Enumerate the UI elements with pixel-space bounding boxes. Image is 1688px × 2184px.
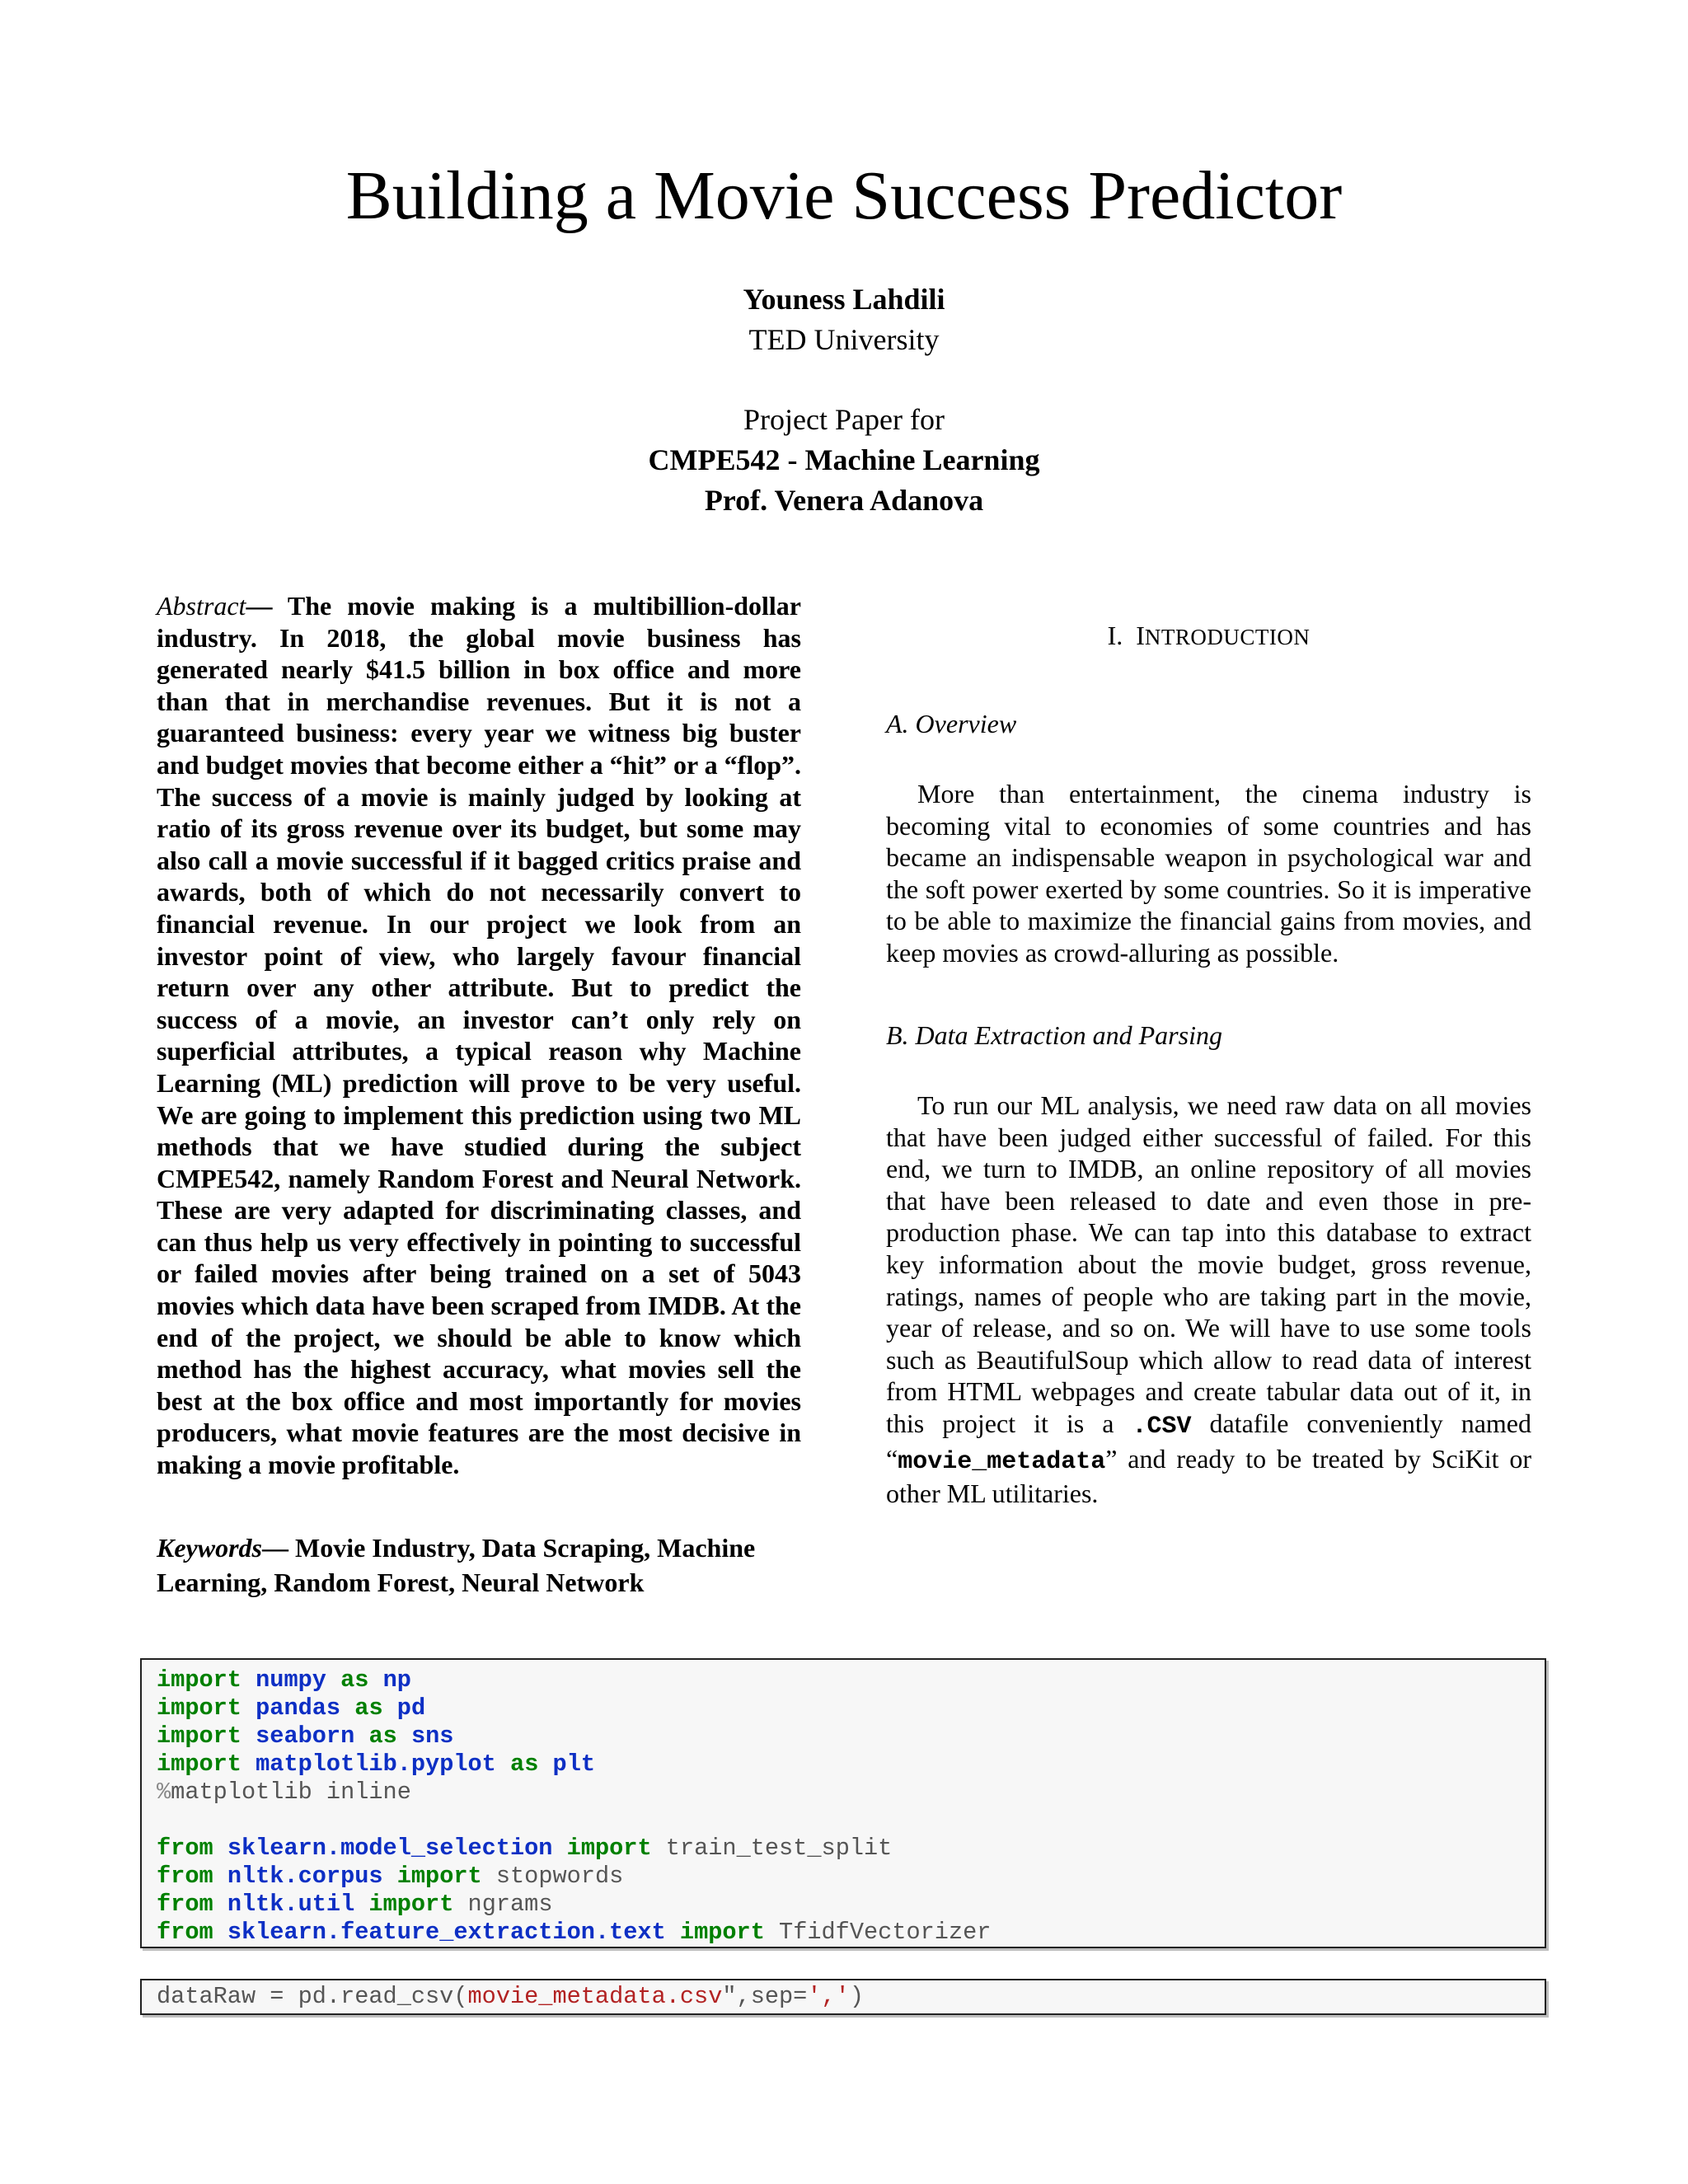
code-token: pandas [256,1694,341,1722]
keywords-lead: Keywords [157,1533,262,1563]
code-token: from [157,1835,213,1862]
code-token: ",sep= [722,1983,808,2010]
code-token: import [157,1666,241,1694]
code-token: stopwords [481,1863,624,1890]
code-token [496,1750,510,1778]
keywords-text: — Movie Industry, Data Scraping, Machine Learning, Random Forest, Neural Network [157,1533,756,1597]
code-token [213,1891,227,1918]
section-heading-introduction [886,618,1531,654]
code-token: matplotlib.pyplot [256,1750,496,1778]
code-token: plt [552,1750,596,1778]
code-token: np [382,1666,411,1694]
code-line [157,1807,1530,1835]
subsection-heading-overview: A. Overview [886,709,1017,738]
code-line [157,1835,1530,1863]
code-token: sns [410,1722,454,1750]
code-token [666,1919,680,1946]
code-token: as [354,1694,383,1722]
code-token [383,1694,397,1722]
code-token: from [157,1891,213,1918]
code-token [538,1750,552,1778]
code-line [157,1722,1530,1750]
keywords-paragraph [157,1530,801,1600]
code-line [157,1919,1530,1947]
code-token: import [157,1694,241,1722]
code-token: import [566,1835,652,1862]
code-token [397,1722,411,1750]
code-token [213,1919,227,1946]
code-token [241,1722,256,1750]
code-token [340,1694,354,1722]
code-token [241,1666,256,1694]
code-token [213,1863,227,1890]
code-token: % [157,1779,171,1806]
code-token: as [368,1722,397,1750]
code-token: as [340,1666,369,1694]
code-line [157,1666,1530,1694]
file-name-inline-code: movie_metadata [898,1447,1106,1476]
code-token [383,1863,397,1890]
code-token: pd [396,1694,426,1722]
code-token: import [679,1919,765,1946]
abstract-lead: Abstract [157,591,246,621]
code-token: from [157,1863,213,1890]
code-token: movie_metadata.csv [467,1983,723,2010]
code-token: import [157,1722,241,1750]
code-token [241,1694,256,1722]
course-name: CMPE542 - Machine Learning [648,443,1040,476]
code-cell-read-csv [140,1979,1546,2015]
code-token: as [510,1750,539,1778]
code-token [552,1835,566,1862]
subsection-heading-data-extraction: B. Data Extraction and Parsing [886,1020,1222,1050]
data-text-part-1: To run our ML analysis, we need raw data on all movies that have been judged either successful of failed. For this end, we turn to IMDB, an online repository of all movies that have been released to date and even those in pre-production phase. We can tap into this database to extract key information about the movie budget, gross revenue, ratings, names of people who are taking part in the movie, year of release, and so on. We will have to use some tools such as BeautifulSoup which allow to read data of interest from HTML webpages and create tabular data out of it, in this project it is a [886,1090,1531,1438]
code-line [157,1779,1530,1807]
code-token: sklearn.model_selection [227,1835,553,1862]
code-token: ',' [807,1983,850,2010]
code-token: nltk.corpus [227,1863,383,1890]
code-token: TfidfVectorizer [764,1919,992,1946]
code-token [326,1666,340,1694]
code-cell-imports [140,1658,1546,1948]
code-token [241,1750,256,1778]
abstract-text: — The movie making is a multibillion-dollar industry. In 2018, the global movie business has generated nearly $41.5 billion in box office and more than that in merchandise revenues. But it is not a guaranteed business: every year we witness big buster and budget movies that become either a “hit” or a “flop”. The success of a movie is mainly judged by looking at ratio of its gross revenue over its budget, but some may also call a movie successful if it bagged critics praise and awards, both of which do not necessarily convert to financial revenue. In our project we look from an investor point of view, who largely favour financial return over any other attribute. But to predict the success of a movie, an investor can’t only rely on superficial attributes, a typical reason why Machine Learning (ML) prediction will prove to be very useful. We are going to implement this prediction using two ML methods that we have studied during the subject CMPE542, namely Random Forest and Neural Network. These are very adapted for discriminating classes, and can thus help us very effectively in pointing to successful or failed movies after being trained on a set of 5043 movies which data have been scraped from IMDB. At the end of the project, we should be able to know which method has the highest accuracy, what movies sell the best at the box office and most importantly for movies producers, what movie features are the most decisive in making a movie profitable. [157,591,801,1480]
code-token: matplotlib inline [171,1779,411,1806]
data-text-part-2: datafile conveniently named “ [886,1408,1532,1474]
overview-paragraph: More than entertainment, the cinema industry is becoming vital to economies of some countries and has became an indispensable weapon in psychological war and the soft power exerted by some countries. So it is imperative to be able to maximize the financial gains from movies, and keep movies as crowd-alluring as possible. [886,779,1531,968]
code-token [354,1891,368,1918]
code-token: from [157,1919,213,1946]
paper-title: Building a Movie Success Predictor [345,157,1343,234]
code-token: import [368,1891,454,1918]
author-name: Youness Lahdili [743,283,945,316]
code-line [157,1750,1530,1779]
code-token [213,1835,227,1862]
csv-inline-code: .CSV [1132,1412,1192,1441]
code-token: seaborn [256,1722,355,1750]
code-token: nltk.util [227,1891,355,1918]
abstract-paragraph [157,590,801,1481]
code-line [157,1983,1530,2011]
data-text-part-3: ” and ready to be treated by SciKit or other ML utilitaries. [886,1443,1531,1509]
code-token: ngrams [453,1891,553,1918]
code-token [368,1666,382,1694]
code-line [157,1891,1530,1919]
section-number: I. [1107,621,1123,650]
code-token: import [157,1750,241,1778]
code-token: dataRaw = pd.read_csv( [157,1983,468,2010]
section-title-rest: NTRODUCTION [1144,625,1311,649]
code-line [157,1863,1530,1891]
code-token: numpy [256,1666,326,1694]
code-line [157,1694,1530,1722]
data-extraction-paragraph [886,1090,1531,1510]
code-token: import [396,1863,482,1890]
author-affiliation: TED University [748,323,940,356]
code-token: ) [849,1983,864,2010]
code-token: train_test_split [651,1835,893,1862]
professor-name: Prof. Venera Adanova [704,484,984,517]
code-token [354,1722,368,1750]
code-token: sklearn.feature_extraction.text [227,1919,666,1946]
paper-for-label: Project Paper for [743,403,945,436]
abstract-section [157,590,801,1481]
section-title-first-letter: I [1136,621,1145,650]
